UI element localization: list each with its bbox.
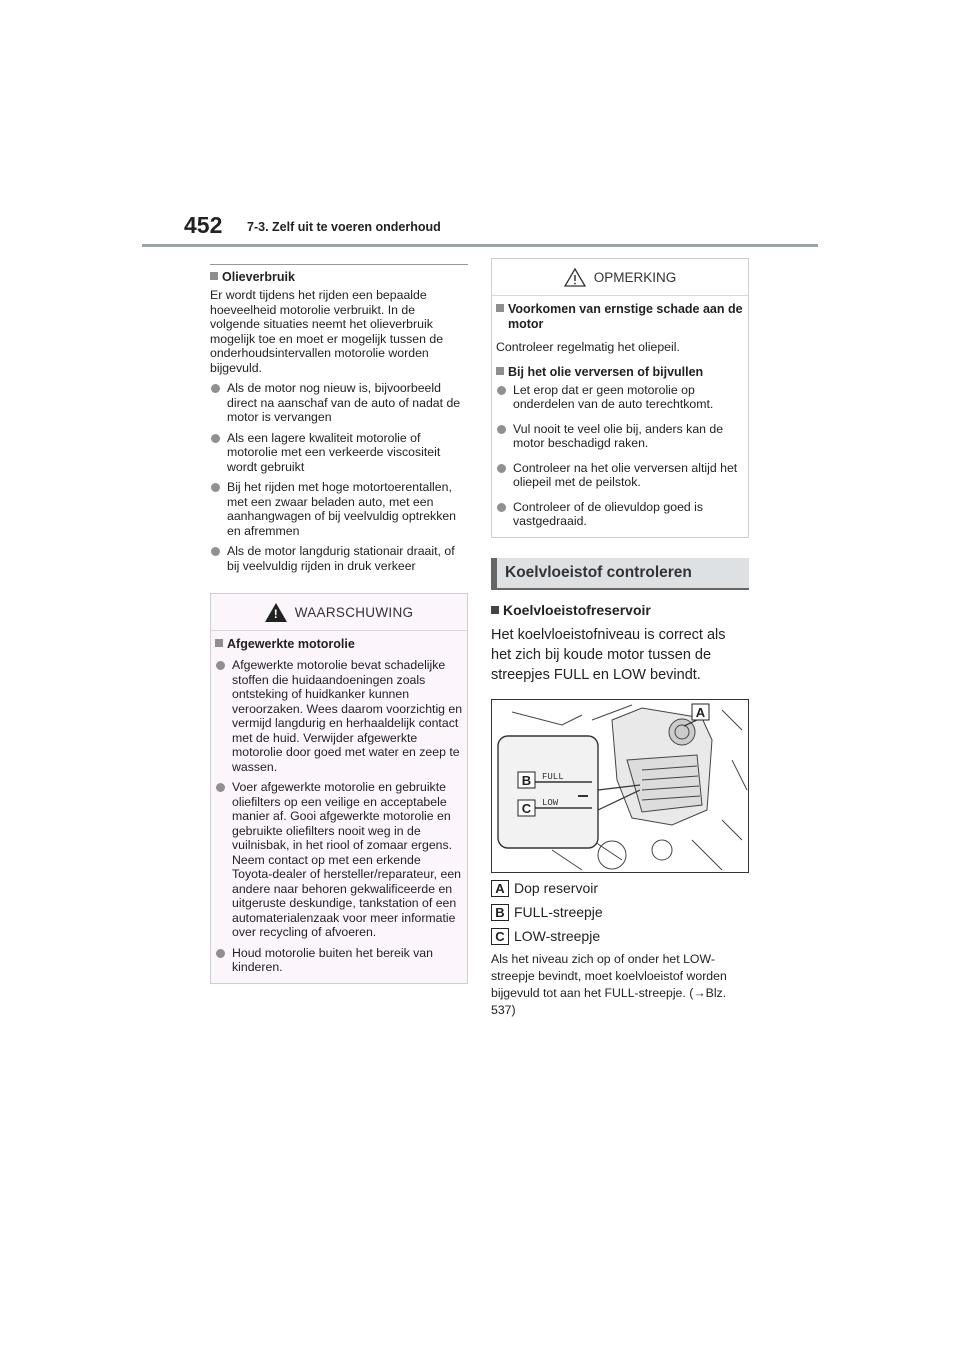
warning-icon: ! bbox=[265, 603, 287, 622]
header-rule bbox=[142, 244, 818, 247]
legend-item: B FULL-streepje bbox=[491, 904, 749, 921]
warning-title: WAARSCHUWING bbox=[294, 604, 414, 620]
section-heading: Koelvloeistof controleren bbox=[491, 558, 749, 588]
square-bullet-icon bbox=[215, 639, 223, 647]
notice-box bbox=[491, 258, 749, 538]
square-bullet-icon bbox=[496, 304, 504, 312]
engine-bay-drawing bbox=[492, 700, 748, 872]
heading-underline bbox=[491, 588, 749, 590]
list-item: Houd motorolie buiten het bereik van kinderen. bbox=[215, 946, 463, 975]
callout-b: B bbox=[521, 772, 532, 788]
notice-heading-2: Bij het olie verversen of bijvullen bbox=[496, 365, 744, 380]
list-item: Vul nooit te veel olie bij, anders kan de motor beschadigd raken. bbox=[496, 422, 744, 451]
notice-title: OPMERKING bbox=[593, 269, 677, 285]
square-bullet-icon bbox=[210, 272, 218, 280]
notice-title-bar bbox=[492, 259, 748, 296]
heading-accent-bar bbox=[491, 558, 497, 588]
notice-text: Controleer regelmatig het oliepeil. bbox=[496, 340, 680, 354]
oil-consumption-heading: Olieverbruik bbox=[210, 270, 468, 285]
reservoir-text: Het koelvloeistofniveau is correct als het zich bij koude motor tussen de streepjes FULL en LOW bevindt. bbox=[491, 626, 726, 683]
full-mark-label: FULL bbox=[542, 771, 564, 782]
warning-subheading: Afgewerkte motorolie bbox=[215, 637, 463, 652]
square-bullet-icon bbox=[496, 367, 504, 375]
section-title: 7-3. Zelf uit te voeren onderhoud bbox=[247, 220, 441, 234]
list-item: Controleer of de olievuldop goed is vastgedraaid. bbox=[496, 500, 744, 529]
list-item: Controleer na het olie verversen altijd het oliepeil met de peilstok. bbox=[496, 461, 744, 490]
page-number: 452 bbox=[184, 212, 223, 238]
refill-instruction: Als het niveau zich op of onder het LOW-streepje bevindt, moet koelvloeistof worden bijgevuld tot aan het FULL-streepje. (→Blz. 537) bbox=[491, 951, 727, 1017]
list-item: Als de motor langdurig stationair draait, of bij veelvuldig rijden in druk verkeer bbox=[210, 544, 468, 573]
coolant-reservoir-illustration bbox=[491, 699, 749, 873]
low-mark-label: LOW bbox=[542, 797, 559, 808]
square-bullet-icon bbox=[491, 606, 499, 614]
divider bbox=[210, 264, 468, 265]
right-column bbox=[491, 258, 749, 1019]
list-item: Voer afgewerkte motorolie en gebruikte oliefilters op een veilige en acceptabele manier af. Gooi afgewerkte motorolie en gebruikte oliefilters nooit weg in de vuilnisbak, in het riool of zomaar ergens. Neem contact op met een erkende Toyota-dealer of hersteller/reparateur, een andere naar behoren gekwalificeerde en uitgeruste deskundige, tankstation of een automaterialenzaak voor meer informatie over recycling of afvoeren. bbox=[215, 780, 463, 940]
list-item: Let erop dat er geen motorolie op onderdelen van de auto terechtkomt. bbox=[496, 383, 744, 412]
caution-outline-icon bbox=[564, 268, 586, 287]
warning-title-bar bbox=[211, 594, 467, 631]
notice-heading-1: Voorkomen van ernstige schade aan de motor bbox=[496, 302, 744, 332]
legend-item: C LOW-streepje bbox=[491, 928, 749, 945]
left-column bbox=[210, 264, 468, 984]
list-item: Als de motor nog nieuw is, bijvoorbeeld direct na aanschaf van de auto of nadat de motor is vervangen bbox=[210, 381, 468, 425]
warning-box bbox=[210, 593, 468, 984]
list-item: Afgewerkte motorolie bevat schadelijke stoffen die huidaandoeningen zoals ontsteking of huidkanker kunnen veroorzaken. Wees daarom voorzichtig en vermijd langdurig en herhaaldelijk contact met de huid. Verwijder afgewerkte motorolie door goed met water en zeep te wassen. bbox=[215, 658, 463, 774]
list-item: Als een lagere kwaliteit motorolie of motorolie met een verkeerde viscositeit wordt gebruikt bbox=[210, 431, 468, 475]
callout-a: A bbox=[695, 704, 706, 720]
callout-c: C bbox=[521, 800, 532, 816]
list-item: Bij het rijden met hoge motortoerentallen, met een zwaar beladen auto, met een aanhangwagen of bij veelvuldig optrekken en afremmen bbox=[210, 480, 468, 538]
legend-item: A Dop reservoir bbox=[491, 880, 749, 897]
reservoir-heading: Koelvloeistofreservoir bbox=[491, 602, 749, 618]
oil-consumption-text: Er wordt tijdens het rijden een bepaalde hoeveelheid motorolie verbruikt. In de volgende situaties neemt het olieverbruik mogelijk toe en moet er mogelijk tussen de onderhoudsintervallen motorolie worden bijgevuld. bbox=[210, 288, 444, 375]
